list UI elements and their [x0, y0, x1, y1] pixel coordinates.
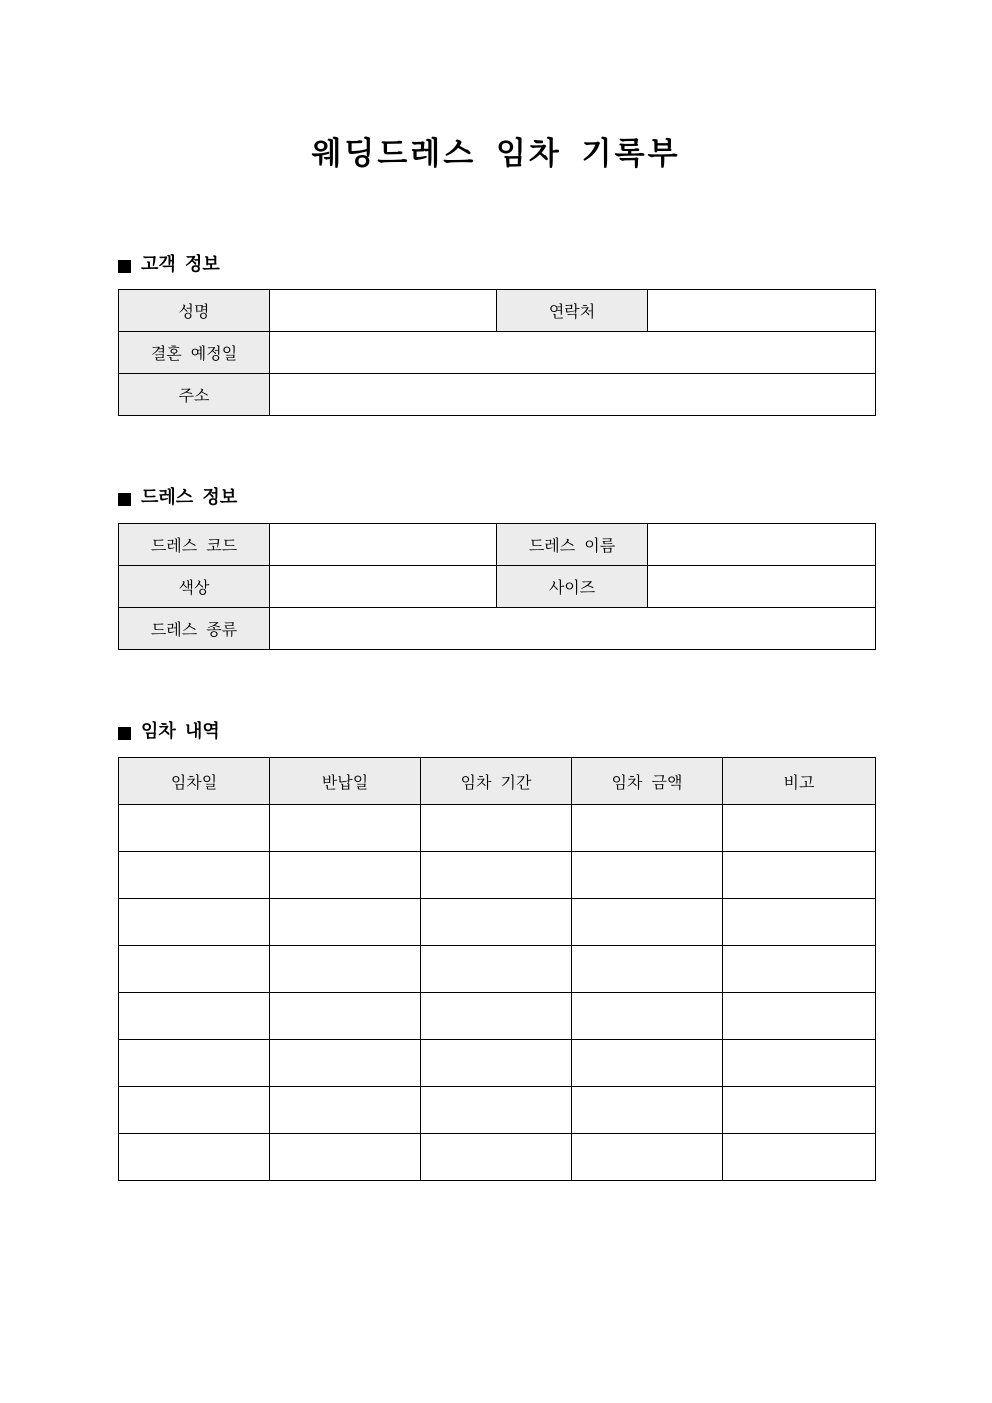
- return-date-cell[interactable]: [270, 1040, 421, 1087]
- rental-amount-cell[interactable]: [572, 852, 723, 899]
- table-row: [119, 566, 876, 608]
- customer-info-table: [118, 289, 876, 416]
- address-label: 주소: [119, 374, 270, 416]
- rental-history-table: [118, 757, 876, 1181]
- wedding-date-label: 결혼 예정일: [119, 332, 270, 374]
- notes-cell[interactable]: [723, 946, 876, 993]
- notes-cell[interactable]: [723, 1087, 876, 1134]
- customer-section-heading: [118, 253, 220, 277]
- size-field[interactable]: [648, 566, 876, 608]
- rental-date-cell[interactable]: [119, 899, 270, 946]
- return-date-cell[interactable]: [270, 805, 421, 852]
- square-bullet-icon: [118, 260, 131, 273]
- column-header-rental-amount: 임차 금액: [572, 758, 723, 805]
- table-row: [119, 332, 876, 374]
- square-bullet-icon: [118, 493, 131, 506]
- table-row: [119, 946, 876, 993]
- rental-table-body: [119, 805, 876, 1181]
- rental-amount-cell[interactable]: [572, 1134, 723, 1181]
- table-row: [119, 1040, 876, 1087]
- rental-period-cell[interactable]: [421, 946, 572, 993]
- rental-period-cell[interactable]: [421, 1134, 572, 1181]
- name-field[interactable]: [270, 290, 497, 332]
- dress-type-label: 드레스 종류: [119, 608, 270, 650]
- dress-code-field[interactable]: [270, 524, 497, 566]
- notes-cell[interactable]: [723, 805, 876, 852]
- table-row: [119, 374, 876, 416]
- rental-date-cell[interactable]: [119, 805, 270, 852]
- dress-section-heading: [118, 486, 237, 510]
- rental-period-cell[interactable]: [421, 993, 572, 1040]
- size-label: 사이즈: [497, 566, 648, 608]
- notes-cell[interactable]: [723, 1134, 876, 1181]
- rental-amount-cell[interactable]: [572, 993, 723, 1040]
- dress-section-title: 드레스 정보: [141, 487, 238, 508]
- table-row: [119, 852, 876, 899]
- table-row: [119, 290, 876, 332]
- column-header-rental-date: 임차일: [119, 758, 270, 805]
- contact-field[interactable]: [648, 290, 876, 332]
- rental-amount-cell[interactable]: [572, 1040, 723, 1087]
- dress-info-table: [118, 523, 876, 650]
- rental-period-cell[interactable]: [421, 899, 572, 946]
- square-bullet-icon: [118, 727, 131, 740]
- table-row: [119, 524, 876, 566]
- table-header-row: [119, 758, 876, 805]
- rental-section-heading: [118, 720, 220, 744]
- document-title: 웨딩드레스 임차 기록부: [311, 136, 681, 172]
- return-date-cell[interactable]: [270, 852, 421, 899]
- rental-date-cell[interactable]: [119, 852, 270, 899]
- rental-date-cell[interactable]: [119, 1134, 270, 1181]
- color-label: 색상: [119, 566, 270, 608]
- notes-cell[interactable]: [723, 993, 876, 1040]
- notes-cell[interactable]: [723, 1040, 876, 1087]
- return-date-cell[interactable]: [270, 899, 421, 946]
- dress-name-label: 드레스 이름: [497, 524, 648, 566]
- address-field[interactable]: [270, 374, 876, 416]
- rental-period-cell[interactable]: [421, 852, 572, 899]
- rental-amount-cell[interactable]: [572, 1087, 723, 1134]
- rental-period-cell[interactable]: [421, 805, 572, 852]
- rental-section-title: 임차 내역: [141, 721, 220, 742]
- return-date-cell[interactable]: [270, 1134, 421, 1181]
- return-date-cell[interactable]: [270, 993, 421, 1040]
- rental-date-cell[interactable]: [119, 946, 270, 993]
- table-row: [119, 1134, 876, 1181]
- name-label: 성명: [119, 290, 270, 332]
- return-date-cell[interactable]: [270, 946, 421, 993]
- wedding-date-field[interactable]: [270, 332, 876, 374]
- rental-date-cell[interactable]: [119, 1040, 270, 1087]
- table-row: [119, 899, 876, 946]
- return-date-cell[interactable]: [270, 1087, 421, 1134]
- notes-cell[interactable]: [723, 899, 876, 946]
- dress-name-field[interactable]: [648, 524, 876, 566]
- rental-period-cell[interactable]: [421, 1040, 572, 1087]
- color-field[interactable]: [270, 566, 497, 608]
- customer-section-title: 고객 정보: [141, 254, 220, 275]
- table-row: [119, 993, 876, 1040]
- column-header-rental-period: 임차 기간: [421, 758, 572, 805]
- table-row: [119, 608, 876, 650]
- rental-date-cell[interactable]: [119, 1087, 270, 1134]
- column-header-return-date: 반납일: [270, 758, 421, 805]
- notes-cell[interactable]: [723, 852, 876, 899]
- dress-type-field[interactable]: [270, 608, 876, 650]
- rental-period-cell[interactable]: [421, 1087, 572, 1134]
- table-row: [119, 1087, 876, 1134]
- contact-label: 연락처: [497, 290, 648, 332]
- rental-amount-cell[interactable]: [572, 946, 723, 993]
- column-header-notes: 비고: [723, 758, 876, 805]
- dress-code-label: 드레스 코드: [119, 524, 270, 566]
- rental-amount-cell[interactable]: [572, 899, 723, 946]
- table-row: [119, 805, 876, 852]
- rental-date-cell[interactable]: [119, 993, 270, 1040]
- rental-amount-cell[interactable]: [572, 805, 723, 852]
